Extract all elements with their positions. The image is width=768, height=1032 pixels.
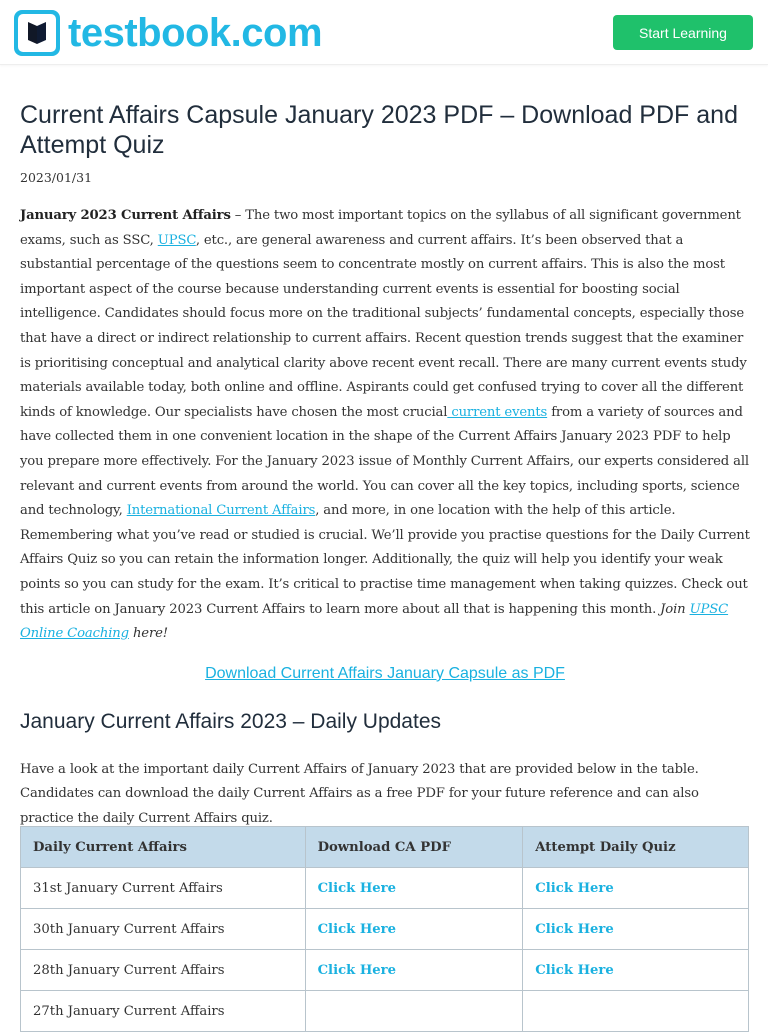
here-text: here! <box>128 626 168 642</box>
publish-date: 2023/01/31 <box>20 170 93 185</box>
download-pdf-click-here[interactable]: Click Here <box>317 880 397 896</box>
day-cell: 27th January Current Affairs <box>21 991 306 1032</box>
download-section <box>20 665 750 683</box>
download-pdf-click-here[interactable]: Click Here <box>317 921 397 937</box>
intro-text-3: from a variety of sources and have collected them in one convenient location in the shape of the Current Affairs January 2023 PDF to help you prepare more effectively. For the January 2023 issue of Monthly Current Affairs, our experts considered all relevant and current events from around the world. You can cover all the key topics, including sports, science and technology, <box>20 404 749 519</box>
start-learning-button[interactable]: Start Learning <box>613 15 753 50</box>
day-cell: 31st January Current Affairs <box>21 868 306 909</box>
pdf-cell <box>305 991 523 1032</box>
quiz-cell <box>523 991 749 1032</box>
table-row <box>21 868 749 909</box>
attempt-quiz-click-here[interactable]: Click Here <box>535 880 614 896</box>
download-pdf-link[interactable]: Download Current Affairs January Capsule as PDF <box>205 664 565 682</box>
intro-text-4: , and more, in one location with the help of this article. Remembering what you’ve read or studied is crucial. We’ll provide you practise questions for the Daily Current Affairs Quiz so you can retain the information longer. Additionally, the quiz will help you identify your weak points so you can study for the exam. It’s critical to practise time management when taking quizzes. Check out this article on January 2023 Current Affairs to learn more about all that is happening this month. <box>20 503 750 617</box>
article <box>20 100 750 831</box>
intro-text-2: , etc., are general awareness and current affairs. It’s been observed that a substantial percentage of the questions seem to concentrate mostly on current affairs. This is also the most important aspect of the course because understanding current events is essential for boosting social intelligence. Candidates should focus more on the traditional subjects’ fundamental concepts, especially those that have a direct or indirect relationship to current affairs. Recent question trends suggest that the examiner is prioritising conceptual and analytical clarity above recent event recall. There are many current events study materials available today, both online and offline. Aspirants could get confused trying to cover all the different kinds of knowledge. Our specialists have chosen the most crucial <box>20 232 747 420</box>
international-affairs-link[interactable]: International Current Affairs <box>126 503 316 519</box>
section-paragraph: Have a look at the important daily Current Affairs of January 2023 that are provided below in the table. Candidates can download the daily Current Affairs as a free PDF for your future reference and can also practice the daily Current Affairs quiz. <box>20 761 699 826</box>
quiz-cell <box>523 868 749 909</box>
quiz-cell <box>523 909 749 950</box>
pdf-cell <box>305 950 523 991</box>
upsc-link[interactable]: UPSC <box>157 232 196 248</box>
table-row <box>21 909 749 950</box>
attempt-quiz-click-here[interactable]: Click Here <box>535 962 614 978</box>
testbook-logo-icon[interactable] <box>14 10 60 56</box>
pdf-cell <box>305 909 523 950</box>
table-header-quiz: Attempt Daily Quiz <box>523 827 749 868</box>
day-cell: 30th January Current Affairs <box>21 909 306 950</box>
table-header-daily: Daily Current Affairs <box>21 827 306 868</box>
quiz-cell <box>523 950 749 991</box>
upsc-coaching-link[interactable]: UPSC Online Coaching <box>20 601 729 642</box>
intro-paragraph <box>20 204 750 647</box>
day-cell: 28th January Current Affairs <box>21 950 306 991</box>
section-heading: January Current Affairs 2023 – Daily Updates <box>20 709 442 733</box>
download-pdf-click-here[interactable]: Click Here <box>317 962 397 978</box>
join-text: Join <box>660 601 690 617</box>
logo-text[interactable]: testbook.com <box>68 11 323 55</box>
site-header <box>0 0 768 65</box>
table-header-pdf: Download CA PDF <box>305 827 523 868</box>
daily-ca-table <box>20 826 749 1032</box>
intro-text-1: – The two most important topics on the syllabus of all significant government exams, such as SSC, <box>20 208 741 248</box>
intro-lead: January 2023 Current Affairs <box>20 208 231 223</box>
page-title: Current Affairs Capsule January 2023 PDF – Download PDF and Attempt Quiz <box>20 101 738 159</box>
pdf-cell <box>305 868 523 909</box>
table-header-row <box>21 827 749 868</box>
table-row <box>21 950 749 991</box>
table-row <box>21 991 749 1032</box>
attempt-quiz-click-here[interactable]: Click Here <box>535 921 614 937</box>
current-events-link[interactable]: current events <box>447 404 548 420</box>
